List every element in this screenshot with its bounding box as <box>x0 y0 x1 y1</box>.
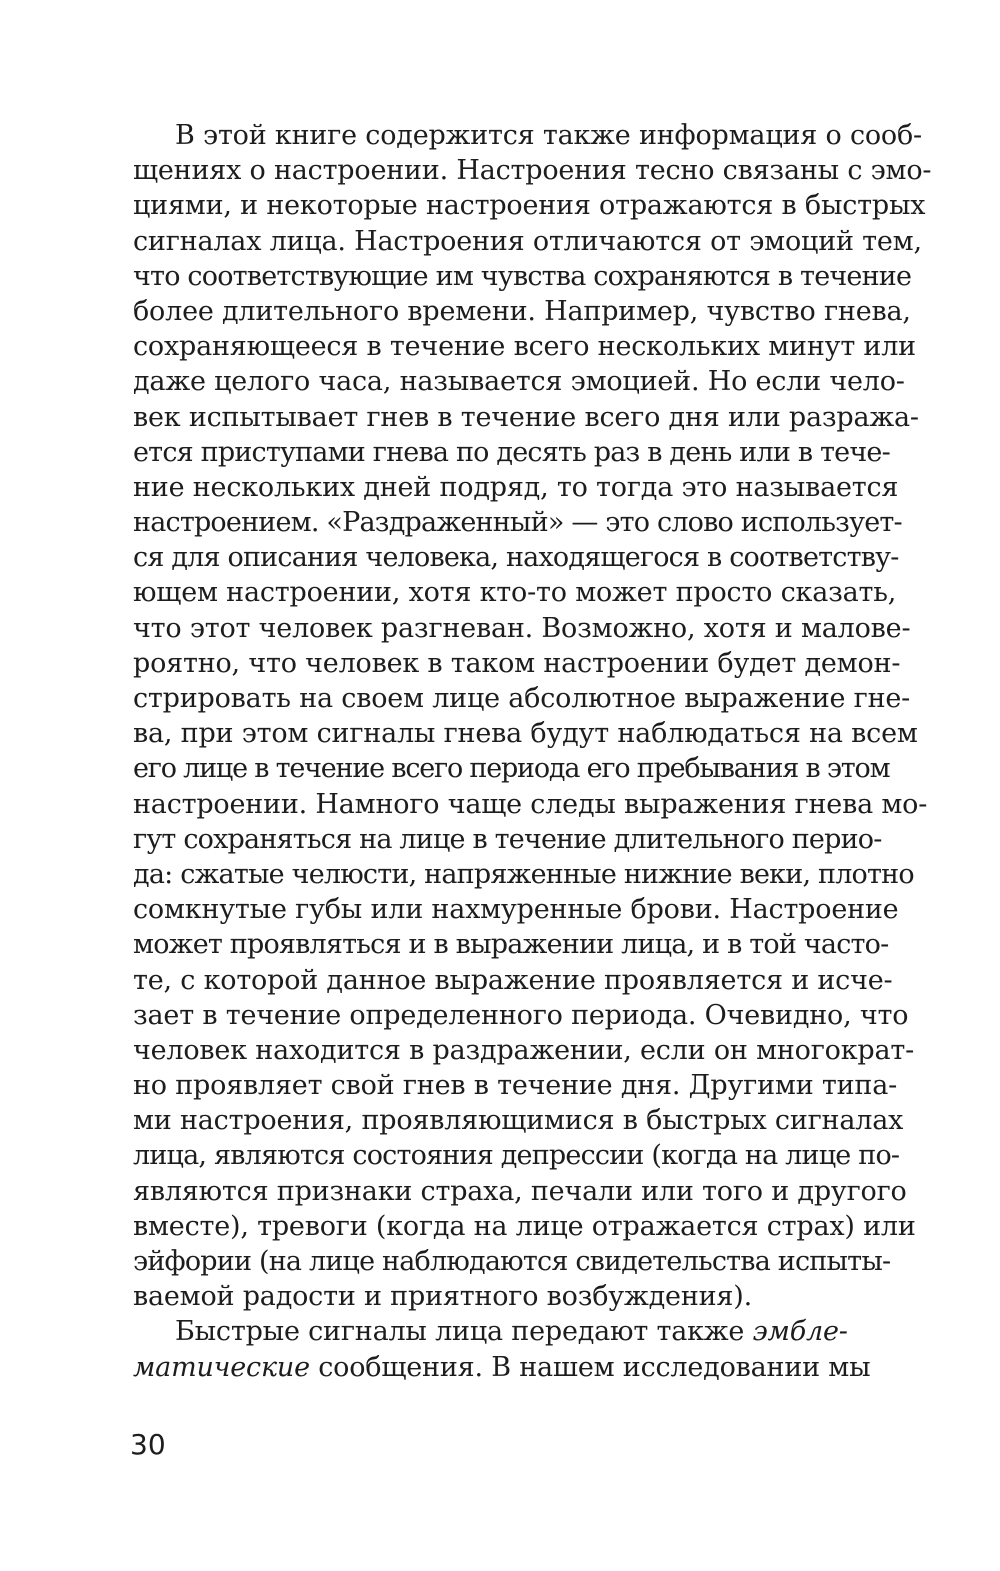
text-line: ми настроения, проявляющимися в быстрых сигналах <box>133 1105 904 1137</box>
text-run: сообщения. В нашем исследовании мы <box>309 1351 871 1383</box>
text-line: роятно, что человек в таком настроении будет демон- <box>133 647 901 679</box>
text-line: ваемой радости и приятного возбуждения). <box>133 1281 752 1313</box>
text-line: сомкнутые губы или нахмуренные брови. Настроение <box>133 894 899 926</box>
text-line: настроением. «Раздраженный» — это слово использует- <box>133 507 902 539</box>
text-line <box>133 1314 848 1349</box>
text-line: зает в течение определенного периода. Очевидно, что <box>133 999 909 1031</box>
text-line: лица, являются состояния депрессии (когда на лице по- <box>133 1140 900 1172</box>
italic-text: матические <box>133 1351 310 1383</box>
text-line: являются признаки страха, печали или того и другого <box>133 1175 907 1207</box>
paragraph-1 <box>133 118 932 1314</box>
text-line: ние нескольких дней подряд, то тогда это называется <box>133 471 899 503</box>
italic-text: эмбле- <box>752 1316 848 1348</box>
text-line: век испытывает гнев в течение всего дня или разража- <box>133 401 919 433</box>
text-line: даже целого часа, называется эмоцией. Но если чело- <box>133 366 905 398</box>
text-line: что этот человек разгневан. Возможно, хотя и малове- <box>133 612 911 644</box>
text-line <box>133 1350 871 1385</box>
text-line: настроении. Намного чаще следы выражения гнева мо- <box>133 788 928 820</box>
paragraph-2 <box>133 1314 871 1384</box>
text-line: ва, при этом сигналы гнева будут наблюдаться на всем <box>133 718 918 750</box>
text-line: ся для описания человека, находящегося в соответству- <box>133 542 899 574</box>
text-line: но проявляет свой гнев в течение дня. Другими типа- <box>133 1070 898 1102</box>
text-run: Быстрые сигналы лица передают также <box>175 1316 753 1348</box>
text-line: да: сжатые челюсти, напряженные нижние веки, плотно <box>133 858 914 890</box>
text-line: ется приступами гнева по десять раз в день или в тече- <box>133 436 890 468</box>
page-number: 30 <box>130 1428 166 1461</box>
text-line: циями, и некоторые настроения отражаются в быстрых <box>133 190 926 222</box>
text-line: сохраняющееся в течение всего нескольких минут или <box>133 331 916 363</box>
text-line: стрировать на своем лице абсолютное выражение гне- <box>133 683 911 714</box>
text-line: сигналах лица. Настроения отличаются от эмоций тем, <box>133 225 922 257</box>
text-line: человек находится в раздражении, если он многократ- <box>133 1034 915 1066</box>
text-line: вместе), тревоги (когда на лице отражается страх) или <box>133 1210 916 1242</box>
text-line: его лице в течение всего периода его пребывания в этом <box>133 753 890 785</box>
text-line: эйфории (на лице наблюдаются свидетельства испыты- <box>133 1246 891 1277</box>
text-line: гут сохраняться на лице в течение длительного перио- <box>133 823 882 855</box>
text-line: В этой книге содержится также информация о сооб- <box>175 120 922 151</box>
text-line: может проявляться и в выражении лица, и в той часто- <box>133 929 889 961</box>
body-text <box>133 118 932 1385</box>
text-line: те, с которой данное выражение проявляется и исче- <box>133 964 893 996</box>
text-line: щениях о настроении. Настроения тесно связаны с эмо- <box>133 155 932 187</box>
text-line: более длительного времени. Например, чувство гнева, <box>133 295 911 327</box>
text-line: что соответствующие им чувства сохраняются в течение <box>133 260 912 292</box>
text-line: ющем настроении, хотя кто-то может просто сказать, <box>133 577 897 609</box>
